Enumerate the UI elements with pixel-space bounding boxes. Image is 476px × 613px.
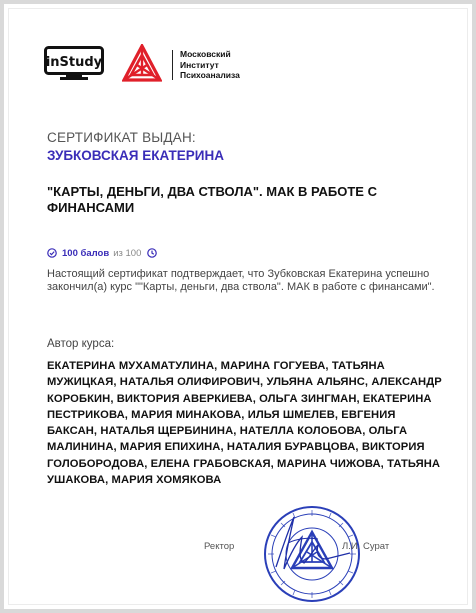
score-row [47, 246, 157, 260]
rector-name: Л.И. Сурат [342, 541, 390, 552]
instudy-logo [44, 46, 104, 82]
check-circle-icon [47, 248, 57, 258]
score-max: из 100 [113, 247, 142, 259]
certificate-inner-border [8, 8, 468, 605]
authors-label: Автор курса: [47, 338, 115, 350]
rector-label: Ректор [204, 541, 235, 552]
institute-name-line: Институт [180, 59, 219, 70]
recipient-name: ЗУБКОВСКАЯ ЕКАТЕРИНА [47, 148, 224, 163]
institute-name-line: Психоанализа [180, 70, 240, 80]
authors-list: ЕКАТЕРИНА МУХАМАТУЛИНА, МАРИНА ГОГУЕВА, ТАТЬЯНА МУЖИЦКАЯ, НАТАЛЬЯ ОЛИФИРОВИЧ, УЛЬЯНА АЛЬЯНС, АЛЕКСАНДР КОРОБКИН, ВИКТОРИЯ АВЕРКИЕВА, ОЛЬГА ЗИНГМАН, ЕКАТЕРИНА ПЕСТРИКОВА, МАРИЯ МИНАКОВА, ИЛЬЯ ШМЕЛЕВ, ЕВГЕНИЯ БАКСАН, НАТАЛЬЯ ЩЕРБИНИНА, НАТЕЛЛА КОЛОБОВА, ОЛЬГА МАЛИНИНА, МАРИЯ ЕПИХИНА, НАТАЛИЯ БУРАВЦОВА, ВИКТОРИЯ ГОЛОБОРОДОВА, ЕЛЕНА ГРАБОВСКАЯ, МАРИНА ЧИЖОВА, ТАТЬЯНА УШАКОВА, МАРИЯ ХОМЯКОВА [47, 360, 442, 487]
institute-name-line: Московский [180, 49, 231, 59]
score-value: 100 балов [62, 247, 110, 259]
logo-divider [172, 50, 173, 80]
institute-logo-icon [122, 44, 162, 84]
course-title: "КАРТЫ, ДЕНЬГИ, ДВА СТВОЛА". МАК В РАБОТЕ С ФИНАНСАМИ [47, 184, 377, 215]
issued-label: СЕРТИФИКАТ ВЫДАН: [47, 130, 196, 145]
confirmation-text: Настоящий сертификат подтверждает, что Зубковская Екатерина успешно закончил(а) курс ""Карты, деньги, два ствола". МАК в работе с финансами". [47, 268, 435, 294]
clock-icon [147, 248, 157, 258]
instudy-logo-text: inStudy [45, 55, 103, 70]
institute-name [180, 49, 240, 81]
